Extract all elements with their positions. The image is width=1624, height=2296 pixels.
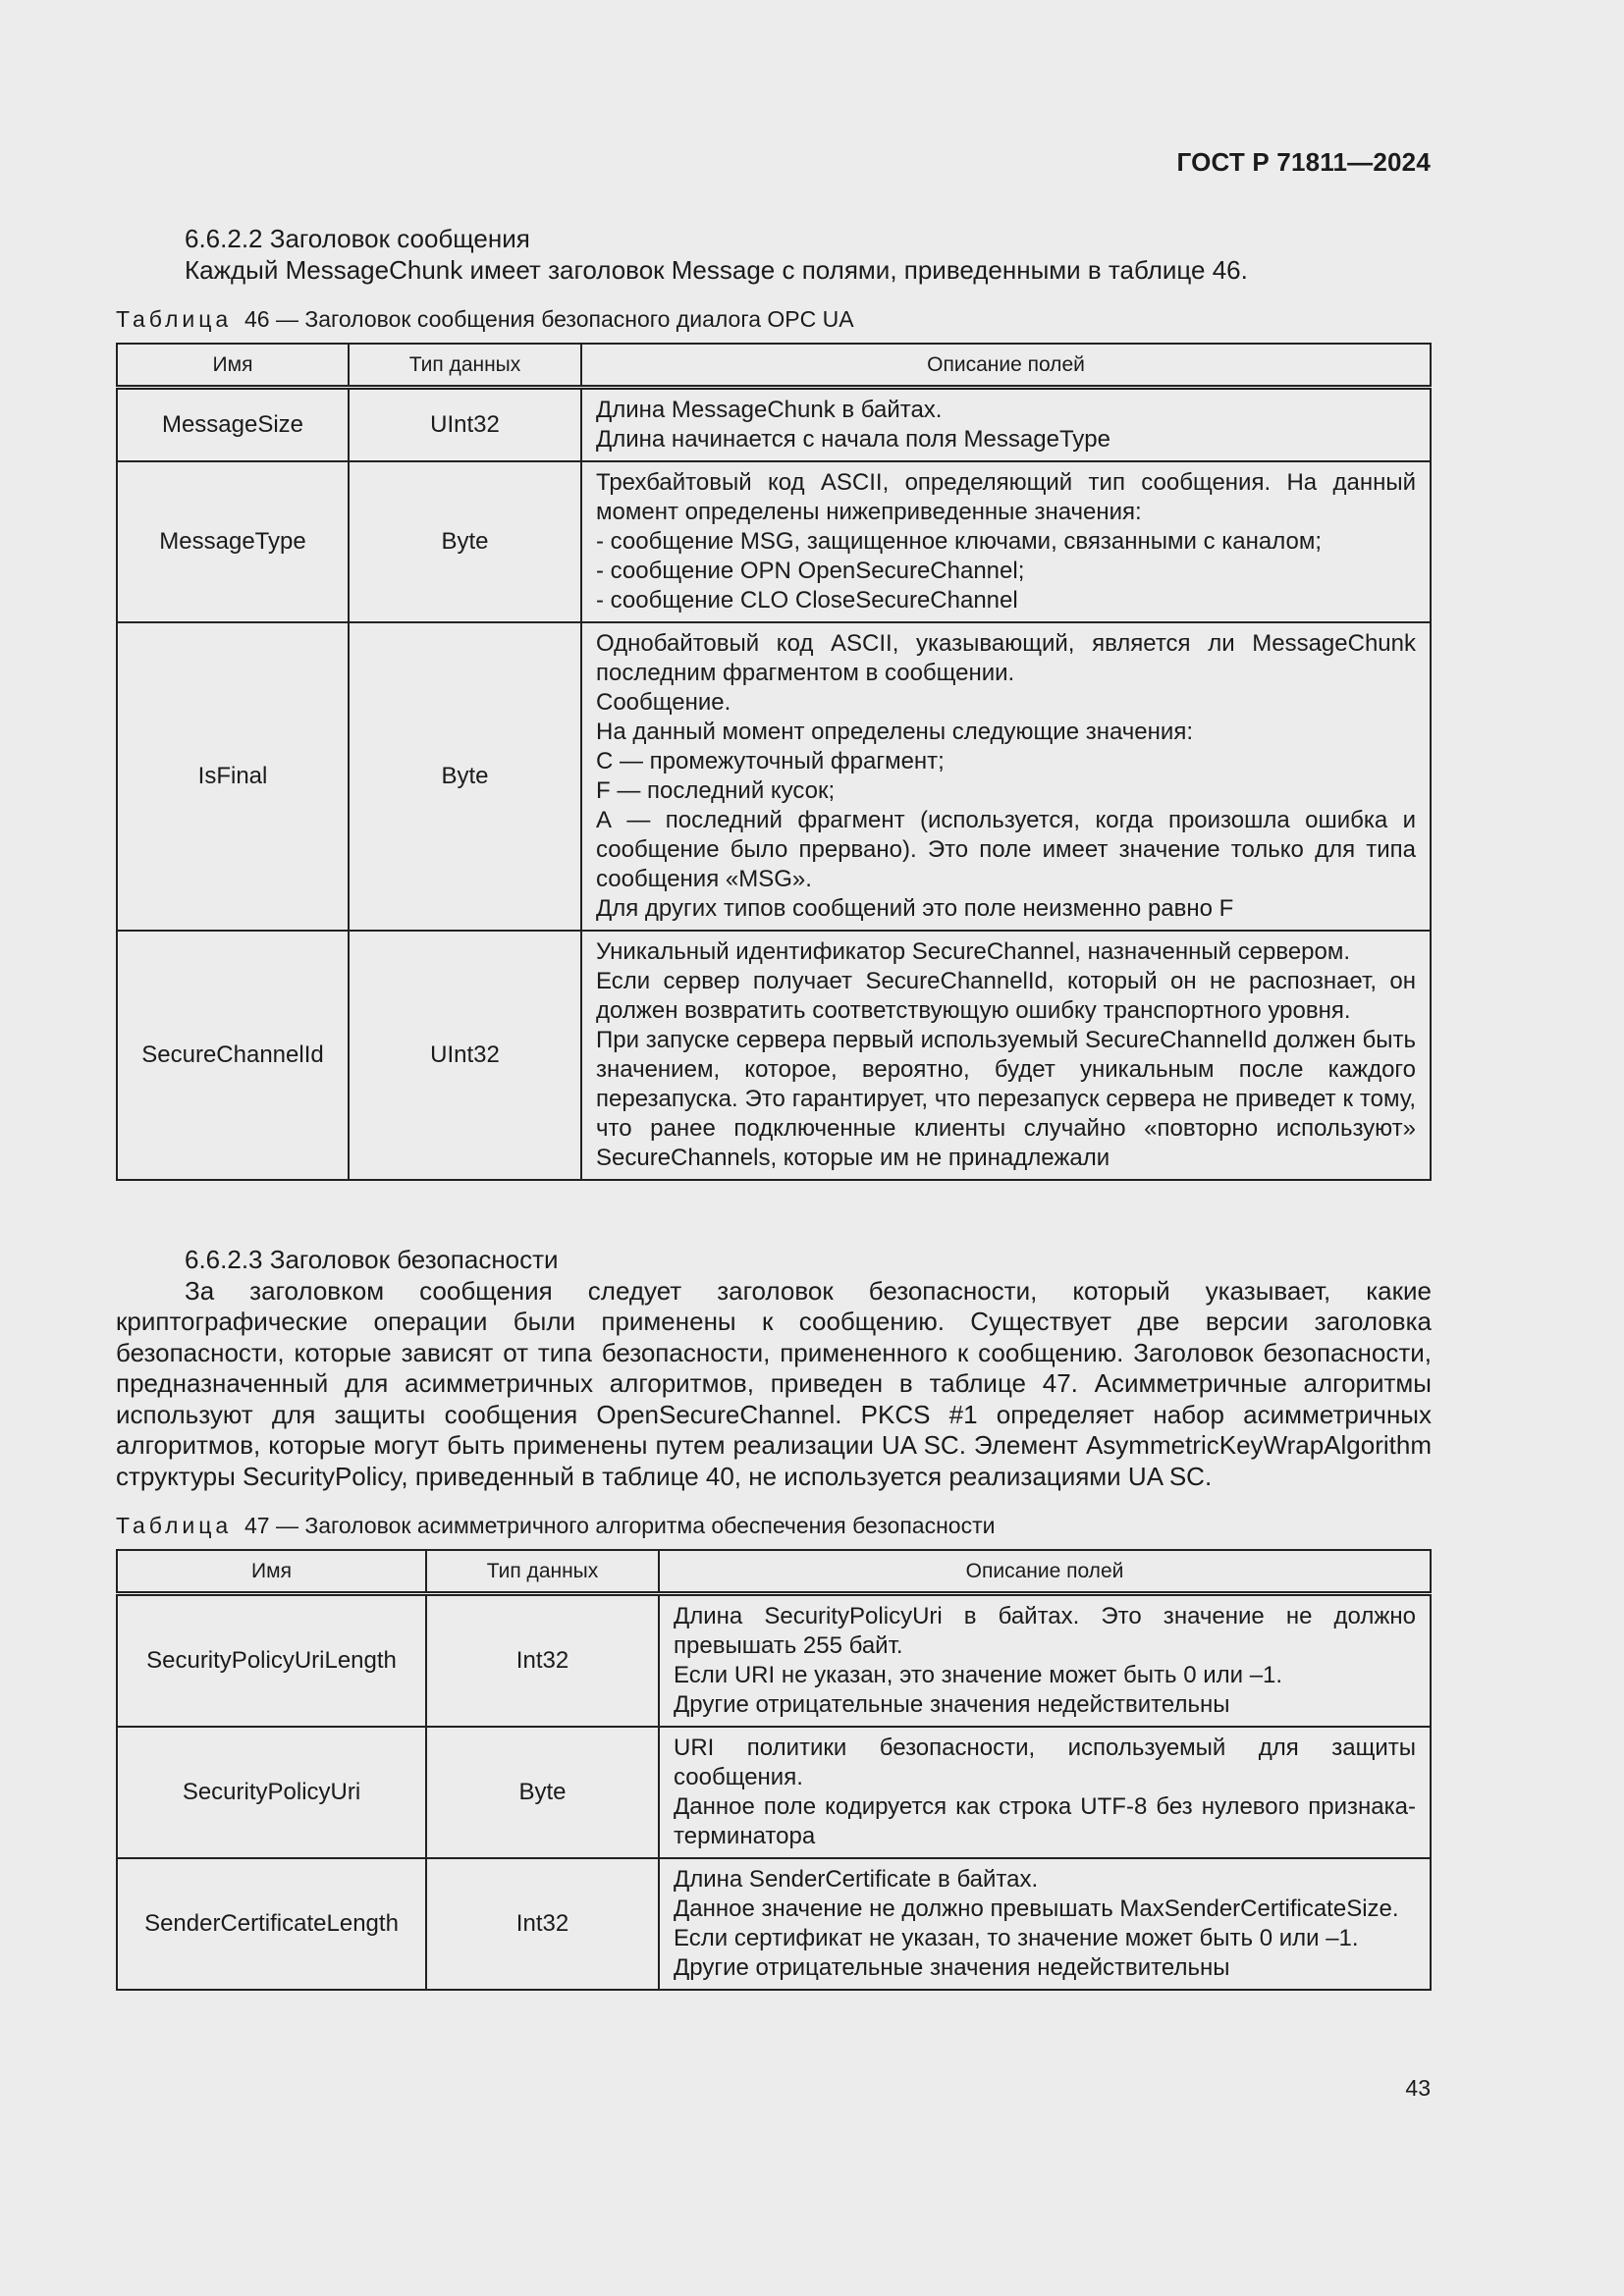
table-caption — [116, 1512, 1432, 1539]
field-description: Однобайтовый код ASCII, указывающий, является ли MessageChunk последним фрагментом в сообщении. Сообщение. На данный момент определены следующие значения: С — промежуточный фрагмент; F — последний кусок; А — последний фрагмент (используется, когда произошла ошибка и сообщение было прервано). Это поле имеет значение только для типа сообщения «MSG». Для других типов сообщений это поле неизменно равно F — [581, 622, 1431, 931]
field-description: Уникальный идентификатор SecureChannel, назначенный сервером. Если сервер получает SecureChannelId, который он не распознает, он должен возвратить соответствующую ошибку транспортного уровня. При запуске сервера первый используемый SecureChannelId должен быть значением, которое, вероятно, будет уникальным после каждого перезапуска. Это гарантирует, что перезапуск сервера не приведет к тому, что ранее подключенные клиенты случайно «повторно используют» SecureChannels, которые им не принадлежали — [581, 931, 1431, 1180]
field-name: MessageType — [117, 461, 349, 622]
field-type: UInt32 — [349, 388, 581, 462]
field-name: IsFinal — [117, 622, 349, 931]
column-header: Описание полей — [581, 344, 1431, 388]
field-description: Длина SenderCertificate в байтах. Данное значение не должно превышать MaxSenderCertificateSize. Если сертификат не указан, то значение может быть 0 или –1. Другие отрицательные значения недействительны — [659, 1858, 1431, 1990]
table-row — [117, 931, 1431, 1180]
page-number: 43 — [1405, 2075, 1431, 2101]
document-id: ГОСТ Р 71811—2024 — [1176, 147, 1431, 177]
field-type: Int32 — [426, 1594, 659, 1728]
table-caption-label: Таблица — [116, 306, 233, 332]
column-header: Имя — [117, 344, 349, 388]
field-name: SecurityPolicyUri — [117, 1727, 426, 1858]
table-caption — [116, 305, 1432, 333]
field-description: URI политики безопасности, используемый для защиты сообщения. Данное поле кодируется как строка UTF-8 без нулевого признака-терминатора — [659, 1727, 1431, 1858]
field-description: Длина MessageChunk в байтах. Длина начинается с начала поля MessageType — [581, 388, 1431, 462]
section-heading: 6.6.2.3 Заголовок безопасности — [185, 1245, 559, 1274]
section-heading: 6.6.2.2 Заголовок сообщения — [185, 224, 530, 253]
table-caption-text: 46 — Заголовок сообщения безопасного диалога OPC UA — [244, 306, 854, 332]
section-intro: Каждый MessageChunk имеет заголовок Message с полями, приведенными в таблице 46. — [185, 254, 1248, 285]
column-header: Тип данных — [426, 1550, 659, 1594]
table-row — [117, 622, 1431, 931]
column-header: Описание полей — [659, 1550, 1431, 1594]
table-row — [117, 461, 1431, 622]
field-type: UInt32 — [349, 931, 581, 1180]
table-row — [117, 1727, 1431, 1858]
section-security-header — [116, 1245, 1432, 1991]
table-row — [117, 1858, 1431, 1990]
table-caption-label: Таблица — [116, 1513, 233, 1538]
table-47 — [116, 1549, 1432, 1991]
table-caption-text: 47 — Заголовок асимметричного алгоритма обеспечения безопасности — [244, 1513, 996, 1538]
field-type: Byte — [349, 622, 581, 931]
column-header: Имя — [117, 1550, 426, 1594]
field-description: Длина SecurityPolicyUri в байтах. Это значение не должно превышать 255 байт. Если URI не указан, это значение может быть 0 или –1. Другие отрицательные значения недействительны — [659, 1594, 1431, 1728]
column-header: Тип данных — [349, 344, 581, 388]
field-description: Трехбайтовый код ASCII, определяющий тип сообщения. На данный момент определены нижеприведенные значения: - сообщение MSG, защищенное ключами, связанными с каналом; - сообщение OPN OpenSecureChannel; - сообщение CLO CloseSecureChannel — [581, 461, 1431, 622]
field-type: Byte — [426, 1727, 659, 1858]
section-paragraph: За заголовком сообщения следует заголовок безопасности, который указывает, какие криптографические операции были применены к сообщению. Существует две версии заголовка безопасности, которые зависят от типа безопасности, примененного к сообщению. Заголовок безопасности, предназначенный для асимметричных алгоритмов, приведен в таблице 47. Асимметричные алгоритмы используют для защиты сообщения OpenSecureChannel. PKCS #1 определяет набор асимметричных алгоритмов, которые могут быть применены путем реализации UA SC. Элемент AsymmetricKeyWrapAlgorithm структуры SecurityPolicy, приведенный в таблице 40, не используется реализациями UA SC. — [116, 1275, 1432, 1491]
section-message-header — [116, 224, 1432, 1181]
table-row — [117, 1594, 1431, 1728]
table-46 — [116, 343, 1432, 1181]
field-name: SecureChannelId — [117, 931, 349, 1180]
field-name: MessageSize — [117, 388, 349, 462]
field-type: Int32 — [426, 1858, 659, 1990]
field-type: Byte — [349, 461, 581, 622]
table-row — [117, 388, 1431, 462]
field-name: SecurityPolicyUriLength — [117, 1594, 426, 1728]
field-name: SenderCertificateLength — [117, 1858, 426, 1990]
